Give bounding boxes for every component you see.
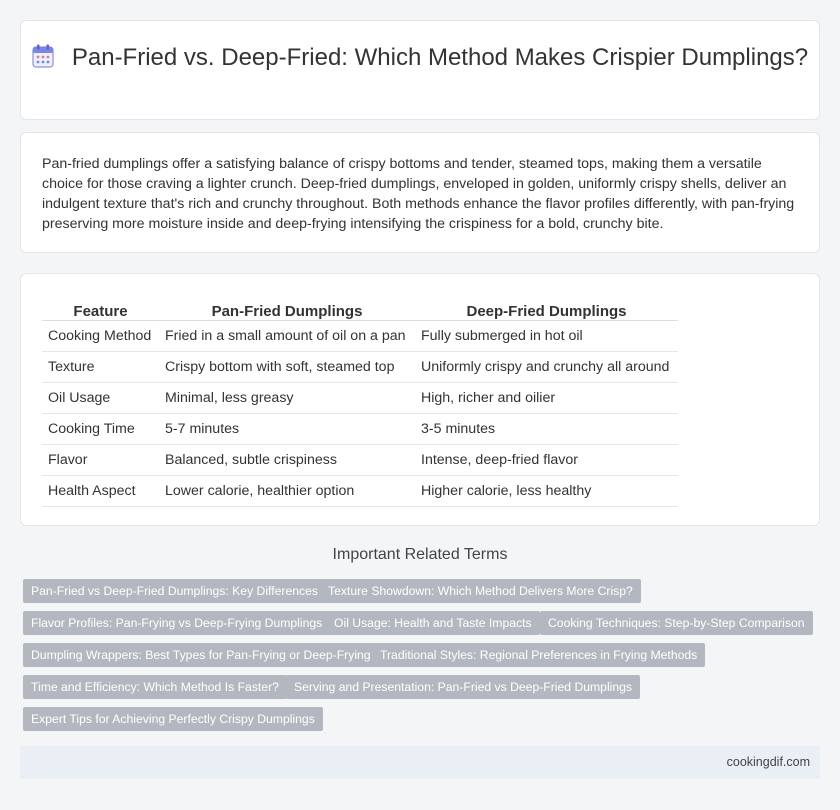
- feature-cell: Oil Usage: [42, 383, 159, 414]
- header-card: [20, 20, 820, 120]
- deep-fried-cell: Uniformly crispy and crunchy all around: [415, 352, 678, 383]
- pan-fried-cell: Fried in a small amount of oil on a pan: [159, 321, 415, 352]
- table-row: [42, 321, 678, 352]
- table-row: [42, 445, 678, 476]
- table-header-row: [42, 294, 678, 321]
- related-term-tag[interactable]: Time and Efficiency: Which Method Is Faster?: [23, 675, 287, 699]
- footer: [20, 746, 820, 779]
- deep-fried-cell: Fully submerged in hot oil: [415, 321, 678, 352]
- deep-fried-cell: Intense, deep-fried flavor: [415, 445, 678, 476]
- related-term-tag[interactable]: Serving and Presentation: Pan-Fried vs Deep-Fried Dumplings: [286, 675, 640, 699]
- page-title-row: [21, 43, 819, 73]
- related-term-tag[interactable]: Traditional Styles: Regional Preferences in Frying Methods: [372, 643, 705, 667]
- pan-fried-cell: Lower calorie, healthier option: [159, 476, 415, 507]
- deep-fried-cell: High, richer and oilier: [415, 383, 678, 414]
- footer-site-link[interactable]: cookingdif.com: [726, 755, 810, 769]
- related-term-tag[interactable]: Oil Usage: Health and Taste Impacts: [326, 611, 540, 635]
- related-term-tag[interactable]: Dumpling Wrappers: Best Types for Pan-Frying or Deep-Frying: [23, 643, 379, 667]
- column-header-deep-fried: Deep-Fried Dumplings: [415, 294, 678, 321]
- intro-paragraph: Pan-fried dumplings offer a satisfying balance of crispy bottoms and tender, steamed tops, making them a versatile choice for those craving a lighter crunch. Deep-fried dumplings, enveloped in golden, uniformly crispy shells, deliver an indulgent texture that's rich and crunchy throughout. Both methods enhance the flavor profiles differently, with pan-frying preserving more moisture inside and deep-frying intensifying the crispiness for a bold, crunchy bite.: [42, 156, 795, 232]
- feature-cell: Cooking Time: [42, 414, 159, 445]
- feature-cell: Cooking Method: [42, 321, 159, 352]
- pan-fried-cell: Balanced, subtle crispiness: [159, 445, 415, 476]
- table-row: [42, 352, 678, 383]
- calendar-icon: [32, 44, 54, 68]
- related-terms-heading: Important Related Terms: [332, 546, 508, 563]
- related-term-tag[interactable]: Flavor Profiles: Pan-Frying vs Deep-Frying Dumplings: [23, 611, 330, 635]
- related-term-tag[interactable]: Pan-Fried vs Deep-Fried Dumplings: Key Differences: [23, 579, 326, 603]
- comparison-card: [20, 273, 820, 526]
- feature-cell: Texture: [42, 352, 159, 383]
- pan-fried-cell: 5-7 minutes: [159, 414, 415, 445]
- table-row: [42, 383, 678, 414]
- table-row: [42, 414, 678, 445]
- feature-cell: Flavor: [42, 445, 159, 476]
- feature-cell: Health Aspect: [42, 476, 159, 507]
- column-header-feature: Feature: [42, 294, 159, 321]
- related-term-tag[interactable]: Texture Showdown: Which Method Delivers More Crisp?: [320, 579, 641, 603]
- related-term-tag[interactable]: Cooking Techniques: Step-by-Step Comparison: [540, 611, 813, 635]
- pan-fried-cell: Minimal, less greasy: [159, 383, 415, 414]
- deep-fried-cell: 3-5 minutes: [415, 414, 678, 445]
- intro-card: [20, 132, 820, 253]
- pan-fried-cell: Crispy bottom with soft, steamed top: [159, 352, 415, 383]
- page-title: Pan-Fried vs. Deep-Fried: Which Method Makes Crispier Dumplings?: [71, 44, 809, 71]
- column-header-pan-fried: Pan-Fried Dumplings: [159, 294, 415, 321]
- related-term-tag[interactable]: Expert Tips for Achieving Perfectly Crispy Dumplings: [23, 707, 323, 731]
- deep-fried-cell: Higher calorie, less healthy: [415, 476, 678, 507]
- comparison-table: [42, 294, 678, 507]
- table-row: [42, 476, 678, 507]
